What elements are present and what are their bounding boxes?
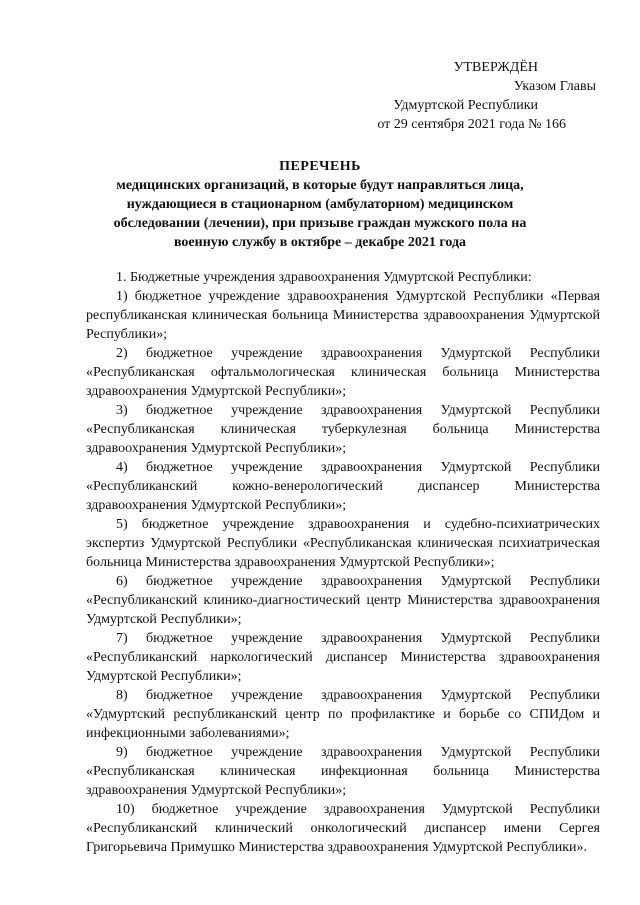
- section-heading: 1. Бюджетные учреждения здравоохранения Удмуртской Республики:: [116, 270, 532, 285]
- document-title: ПЕРЕЧЕНЬ: [279, 159, 361, 174]
- list-item: 1) бюджетное учреждение здравоохранения Удмуртской Республики «Первая республиканская клиническая больница Министерства здравоохранения Удмуртской Республики»;: [86, 289, 600, 342]
- approval-heading: УТВЕРЖДЁН: [453, 60, 538, 75]
- document-subtitle: медицинских организаций, в которые будут направляться лица, нуждающиеся в стационарном (амбулаторном) медицинском обследовании (лечении), при призыве граждан мужского пола на военную службу в октябре – декабре 2021 года: [113, 178, 527, 250]
- approval-stamp: [356, 58, 596, 134]
- list-item: 5) бюджетное учреждение здравоохранения и судебно-психиатрических экспертиз Удмуртской Республики «Республиканская клиническая психиатрическая больница Министерства здравоохранения Удмуртской Республики»;: [86, 517, 600, 570]
- approval-line-decree: Указом Главы: [513, 79, 596, 94]
- list-item: 8) бюджетное учреждение здравоохранения Удмуртской Республики «Удмуртский республиканский центр по профилактике и борьбе со СПИДом и инфекционными заболеваниями»;: [86, 688, 600, 741]
- approval-line-date: от 29 сентября 2021 года № 166: [377, 117, 566, 132]
- list-item: 6) бюджетное учреждение здравоохранения Удмуртской Республики «Республиканский клинико-диагностический центр Министерства здравоохранения Удмуртской Республики»;: [86, 574, 600, 627]
- list-item: 2) бюджетное учреждение здравоохранения Удмуртской Республики «Республиканская офтальмологическая клиническая больница Министерства здравоохранения Удмуртской Республики»;: [86, 346, 600, 399]
- approval-line-republic: Удмуртской Республики: [393, 98, 538, 113]
- list-item: 7) бюджетное учреждение здравоохранения Удмуртской Республики «Республиканский наркологический диспансер Министерства здравоохранения Удмуртской Республики»;: [86, 631, 600, 684]
- document-body: [86, 268, 600, 857]
- list-item: 3) бюджетное учреждение здравоохранения Удмуртской Республики «Республиканская клиническая туберкулезная больница Министерства здравоохранения Удмуртской Республики»;: [86, 403, 600, 456]
- list-item: 9) бюджетное учреждение здравоохранения Удмуртской Республики «Республиканская клиническая инфекционная больница Министерства здравоохранения Удмуртской Республики»;: [86, 745, 600, 798]
- list-item: 4) бюджетное учреждение здравоохранения Удмуртской Республики «Республиканский кожно-венерологический диспансер Министерства здравоохранения Удмуртской Республики»;: [86, 460, 600, 513]
- document-title-block: [86, 157, 554, 252]
- list-item: 10) бюджетное учреждение здравоохранения Удмуртской Республики «Республиканский клинический онкологический диспансер имени Сергея Григорьевича Примушко Министерства здравоохранения Удмуртской Республики».: [86, 802, 600, 855]
